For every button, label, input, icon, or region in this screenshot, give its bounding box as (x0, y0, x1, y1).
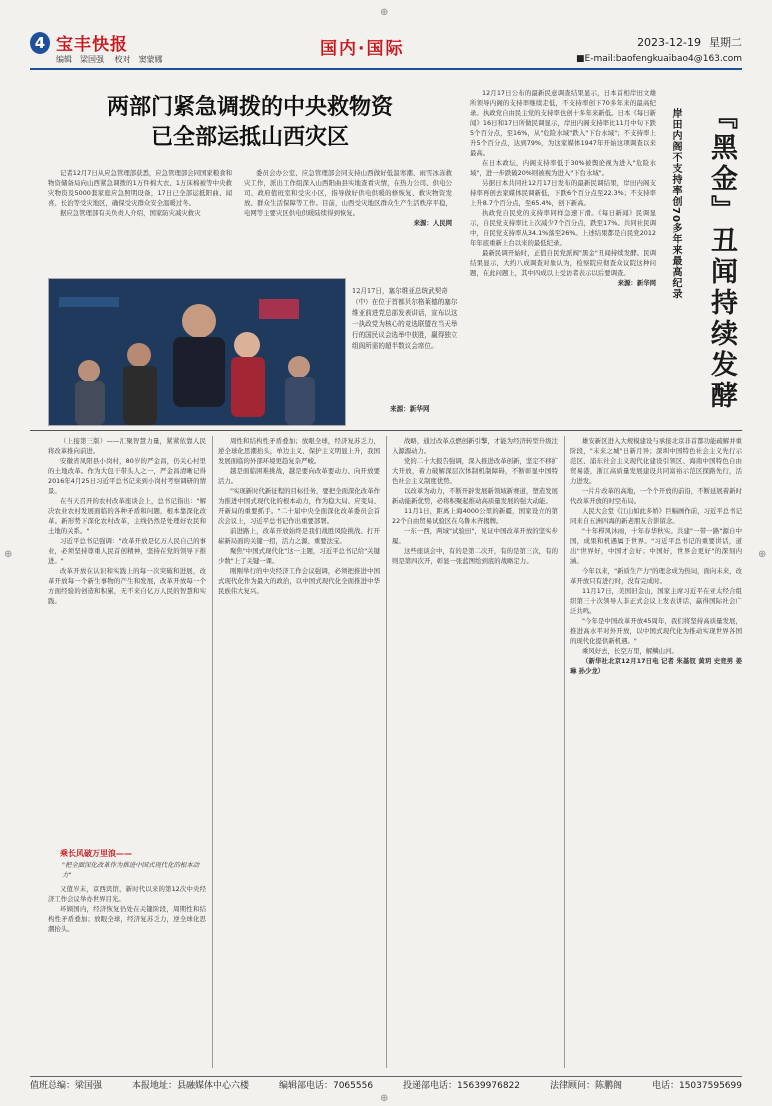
column-rule-1 (212, 436, 213, 1068)
editor-credits: 编辑 梁国强 校对 窦蒙娜 (56, 55, 163, 64)
lead-column-2: 委员会办公室、应急管理部会同支持山西做好低温寒潮、雨雪冰冻救灾工作，派出工作组深入山西阳曲县实地查看灾情，在热力公司、供电公司、政府值班室和受灾小区，指导做好供电供暖的修恢复、救灾物资发放、群众生活保障等工作。目前，山西受灾地区群众生产生活秩序平稳，电网等主要灾区供电供暖陆续得到恢复。 来源：人民网 (244, 169, 452, 227)
page-footer (30, 1076, 742, 1095)
photo-source: 来源：新华网 (390, 405, 430, 413)
footer-legal-counsel: 法律顾问：陈鹏阁 (550, 1081, 623, 1091)
footer-delivery-phone: 投递部电话：15639976822 (403, 1081, 521, 1091)
feature-subhead: 乘长风破万里浪—— (60, 849, 132, 858)
feature-column-4: 雄安新区进入大规模建设与承接北京非首都功能疏解并重阶段，"未来之城"日新月异；深圳中国特色社会主义先行示范区、浦东社会主义现代化建设引领区、海南中国特色自由贸易港，浙江高质量发展建设共同富裕示范区探路先行，活力进发。 一片片改革的高地，一个个开放的前沿，不断延展着新时代改革开放的时空布局。 人民大会堂《江山如此多娇》巨幅画作前，习近平总书记同来自五洲四海的新老朋友合影留念。 "十年栉风沐雨，十年春华秋实。共建"一带一路"源自中国，成果和机遇属于世界。"习近平总书记的重要讲话，道出"世界好，中国才会好；中国好，世界会更好"的深刻内涵。 今年以来，"新质生产力"的理念成为热词，面向未来，改革开放只有进行时，没有完成时。 11月17日，美国旧金山，国家主席习近平在亚太经合组织第三十次领导人非正式会议上发表讲话，赢得国际社会广泛共鸣。 "今年是中国改革开放45周年，我们将坚持高质量发展，推进高水平对外开放，以中国式现代化为推动实现世界各国的现代化提供新机遇。" 乘风好去，长空万里，解鳞山河。 （新华社北京12月17日电 记者 朱基钗 黄玥 史竞男 姜琳 孙少龙） (570, 437, 742, 675)
side-headline: 『黑金』丑闻持续发酵 (706, 102, 737, 412)
lead-headline: 两部门紧急调拨的中央救物资 已全部运抵山西灾区 (106, 94, 393, 150)
header-rule (30, 68, 742, 70)
editor-name: 梁国强 (80, 55, 104, 64)
section-divider (30, 430, 742, 431)
proof-name: 窦蒙娜 (138, 55, 163, 64)
news-photo (48, 278, 346, 426)
side-subtitle: 岸田内阁不支持率创70多年来最高纪录 (670, 108, 681, 300)
page-header (30, 30, 742, 68)
section-title: 国内·国际 (320, 39, 405, 59)
feature-byline: （新华社北京12月17日电 记者 朱基钗 黄玥 史竞男 姜琳 孙少龙） (570, 657, 742, 675)
side-headline-box (664, 92, 748, 422)
footer-phone: 电话：15037595699 (651, 1081, 742, 1091)
lead-source: 来源：人民网 (413, 219, 452, 227)
crowd-illustration (49, 279, 345, 425)
page-number: 4 (30, 32, 50, 54)
photo-caption: 12月17日，塞尔维亚总统武契奇（中）在位于首都贝尔格莱德的塞尔维亚前进党总部发表讲话，宣布以这一执政党为核心的竞选联盟在当天举行的国民议会选举中获胜，赢得独立组阁所需的超半数议会席位。 (352, 287, 458, 350)
feature-column-1: （上接第三版）——汇聚智慧力量，紧紧依靠人民将改革推向前进。 安徽省凤阳县小岗村，80岁的严金昌，仍关心村里的土地改革。作为大包干带头人之一，严金昌清晰记得2016年4月25日习近平总书记来到小岗村考察调研的情景。 在当天召开的农村改革座谈会上，总书记指出："解决农业农村发展面临的各种矛盾和问题，根本靠深化改革。新形势下深化农村改革，主线仍然是处理好农民和土地的关系。" 习近平总书记强调："改革开放是亿万人民自己的事业，必须坚持尊重人民首创精神，坚持在党的领导下推进。" 改革开放在认识和实践上的每一次突破和进展，改革开放每一个新生事物的产生和发展，改革开放每一个方面经验的创造和积累，无不来自亿万人民的智慧和实践。 (48, 437, 206, 605)
column-rule-2 (386, 436, 387, 1068)
japan-source: 来源：新华网 (617, 279, 656, 287)
registration-mark-right: ⊕ (758, 549, 767, 560)
masthead-logo: 宝丰快报 (56, 35, 128, 55)
registration-mark-bottom: ⊕ (380, 1093, 389, 1104)
registration-mark-left: ⊕ (4, 549, 13, 560)
feature-column-1b: 又值岁末，京西宾馆，新时代以来的第12次中央经济工作会议举办世界目光。 环顾国内，经济恢复仍处在关键阶段，周期性和结构性矛盾叠加；放眼全球，经济复苏乏力，逆全球化思潮抬头。 (48, 885, 206, 933)
issue-date: 2023-12-19 星期二 (637, 36, 742, 49)
contact-email: ■E-mail:baofengkuaibao4@163.com (576, 54, 742, 64)
feature-column-2: 周性和结构性矛盾叠加；放眼全球，经济复苏乏力，逆全球化思潮抬头，单边主义、保护主义明显上升，我国发展面临的外部环境更趋复杂严峻。 越是面临困难挑战，越是要向改革要动力、向开放要活力。 "实现新时代新征程的目标任务，要把全面深化改革作为推进中国式现代化的根本动力，作为稳大局、应变局、开新局的重要抓手。"二十届中央全面深化改革委员会首次会议上，习近平总书记作出重要部署。 前进路上，改革开放始终是我们战胜风险挑战、打开崭新局面的关键一招，活力之源、重要法宝。 聚焦"中国式现代化"这一主题，习近平总书记给"关键少数"上了关键一课。 刚刚举行的中央经济工作会议强调，必须把推进中国式现代化作为最大的政治，以中国式现代化全面推进中华民族伟大复兴。 (218, 437, 380, 595)
feature-column-3: 战略，通过改革点燃创新引擎，才能为经济转型升级注入源源动力。 党的二十大报告强调，深入推进改革创新，坚定不移扩大开放，着力破解深层次体制机制障碍，不断彰显中国特色社会主义制度优势。 以改革为动力，不断开辟发展新领域新赛道，塑造发展新动能新优势，必将积聚起推动高质量发展的强大动能。 11月1日，距离上海4000公里的新疆，国家设立的第22个自由贸易试验区在乌鲁木齐揭牌。 一东一西，两域"试验田"，见证中国改革开放的坚实步履。 这些座谈会中，有的是第二次开，有的是第三次，有的则是第四次开，彰显一张蓝图绘到底的战略定力。 (392, 437, 558, 565)
column-rule-3 (564, 436, 565, 1068)
registration-mark-top: ⊕ (380, 7, 389, 18)
footer-address: 本报地址：县融媒体中心六楼 (131, 1081, 249, 1091)
footer-edit-phone: 编辑部电话：7065556 (278, 1081, 374, 1091)
footer-duty-editor: 值班总编：梁国强 (30, 1081, 103, 1091)
lead-column-1: 记者12月7日从应急管理部获悉，应急管理部会同国家粮食和物资储备局向山西紧急调拨的1万件棉大衣、1万床棉被等中央救灾物资及5000套家庭应急照明设备，17日已全部运抵阳曲、闻喜、长治等受灾地区，确保受灾群众安全温暖过冬。 据应急管理部有关负责人介绍，国家防灾减灾救灾 (48, 169, 232, 217)
japan-article-text: 12月17日公布的最新民意调查结果显示，日本首相岸田文雄所领导内阁的支持率继续走低，不支持率创下70多年来的最高纪录。执政党自由民主党的支持率也创十多年来新低。日本《每日新闻》16日和17日所做民调显示，岸田内阁支持率比11月中旬下跌5个百分点，至16%，从"危险水域"跌入"下台水域"；不支持率上升5个百分点，达到79%，为这家媒体1947年开始这项调查以来最高。 在日本政坛，内阁支持率低于30%被舆论视为进入"危险水域"，进一步跌破20%则被视为进入"下台水域"。 另据日本共同社12月17日发布的最新民调结果，岸田内阁支持率再创去家媒体民调新低，下跌6个百分点至22.3%；不支持率上升8.7个百分点，至65.4%，创下新高。 执政党自民党的支持率同样急速下滑。《每日新闻》民调显示，自民党支持率比上次减少7个百分点，跌至17%。共同社民调中，自民党支持率从34.1%落至26%。上述结果都是自民党2012年年底重新上台以来的最低纪录。 最新民调开始时，正值自民党派阀"黑金"丑闻持续发酵。民调结果显示，大约八成调查对象认为，检察院应彻查众议院这种问题，在此问题上，其中四成以上受访者表示以后要调查。 来源：新华网 (470, 89, 656, 287)
feature-quote: "把全面深化改革作为推进中国式现代化的根本动力" (62, 861, 200, 879)
